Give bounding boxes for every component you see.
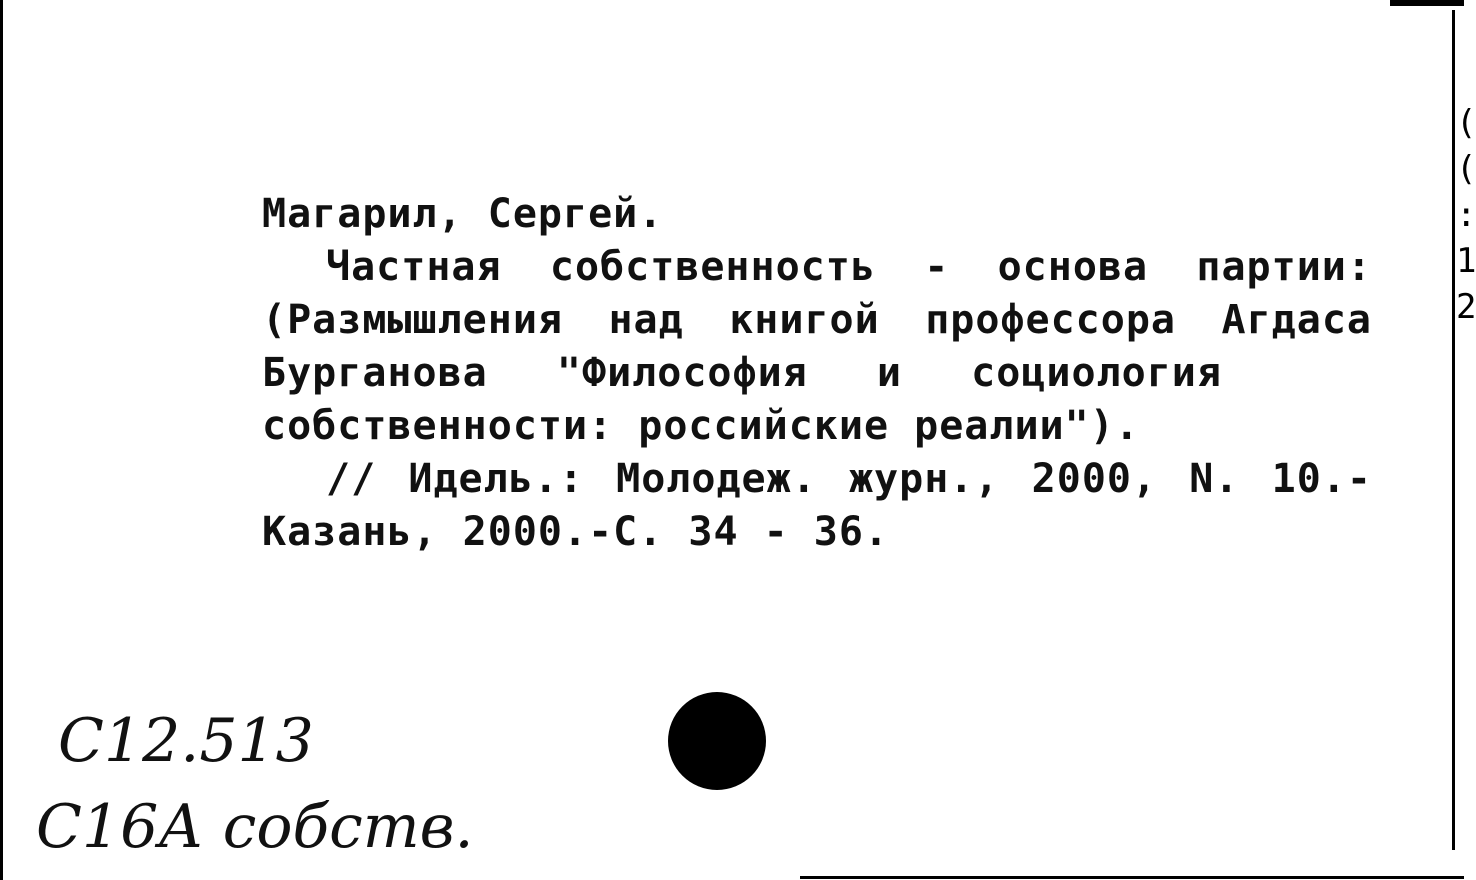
punch-hole [668,692,766,790]
title-line-3: Бурганова "Философия и социология [262,350,1222,396]
card-right-edge [1452,10,1455,850]
handwritten-shelfmark: С12.513 [58,706,314,776]
source-line-2: Казань, 2000.-С. 34 - 36. [262,509,890,555]
adjacent-card-fragment: ( ( : 1 2 [1456,103,1476,327]
author-line: Магарил, Сергей. [262,191,664,237]
source-line-1: // Идель.: Молодеж. журн., 2000, N. 10.- [326,456,1372,502]
title-line-4: собственности: российские реалии"). [262,403,1140,449]
bibliographic-entry [262,188,1372,559]
title-line-1: Частная собственность - основа партии: [326,244,1372,290]
title-line-2: (Размышления над книгой профессора Агдаса [262,297,1372,343]
card-top-right-edge [1390,0,1464,6]
card-left-edge [0,0,3,880]
card-bottom-edge [800,876,1464,879]
handwritten-note: С16А собств. [36,792,474,862]
